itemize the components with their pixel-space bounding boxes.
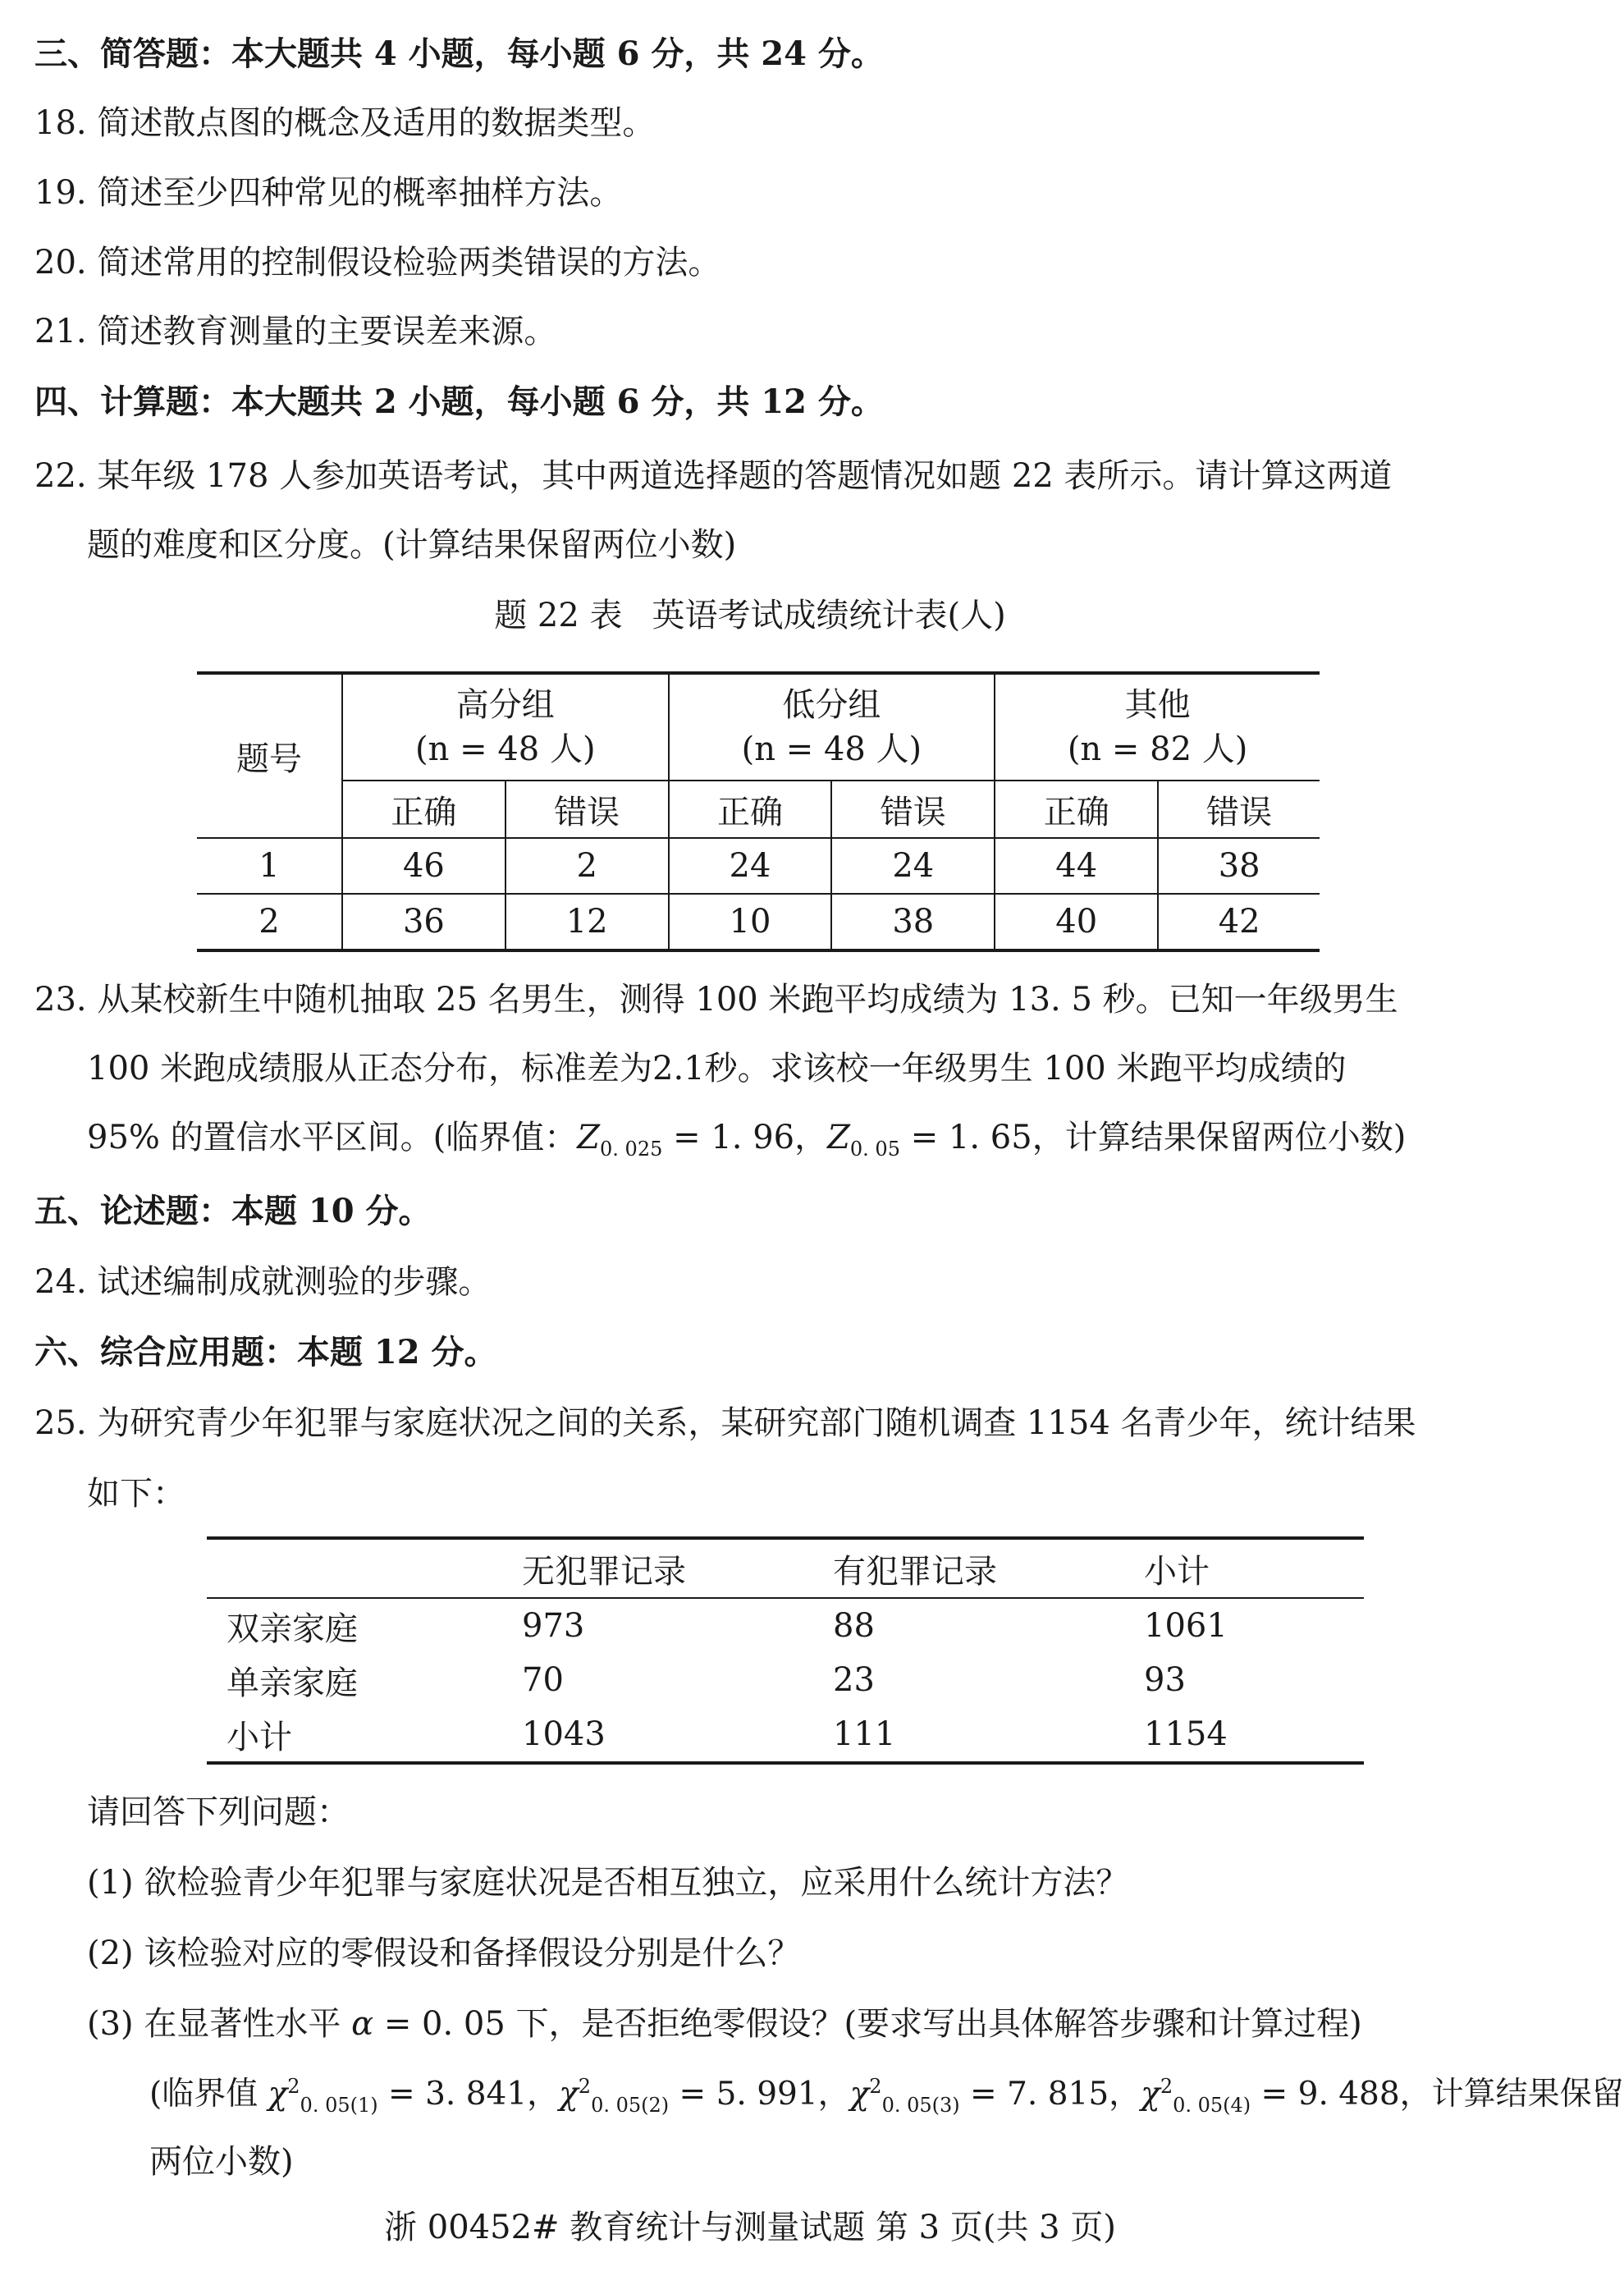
table-cell: 1043 — [502, 1707, 813, 1763]
table-22 — [197, 671, 1320, 952]
section5-heading: 五、论述题：本题 10 分。 — [34, 1192, 432, 1230]
question-25-sub1: (1) 欲检验青少年犯罪与家庭状况是否相互独立，应采用什么统计方法？ — [87, 1864, 1129, 1902]
question-25-critical-end: 两位小数) — [149, 2143, 294, 2181]
table-cell: 1154 — [1124, 1707, 1364, 1763]
table-cell: 单亲家庭 — [226, 1664, 358, 1702]
section4-heading: 四、计算题：本大题共 2 小题，每小题 6 分，共 12 分。 — [34, 382, 884, 421]
table-cell: 38 — [831, 894, 995, 950]
table-cell: 973 — [522, 1607, 585, 1645]
table-header-cell — [207, 1538, 502, 1598]
question-22-line1: 22. 某年级 178 人参加英语考试，其中两道选择题的答题情况如题 22 表所示。请计算这两道 — [34, 457, 1393, 495]
section6-heading: 六、综合应用题：本题 12 分。 — [34, 1333, 497, 1371]
table-cell: 88 — [833, 1607, 875, 1645]
table-cell: 93 — [1144, 1661, 1186, 1699]
table-25 — [207, 1536, 1364, 1765]
table-cell: 44 — [995, 838, 1158, 894]
question-25-sub3: (3) 在显著性水平 α = 0. 05 下，是否拒绝零假设？(要求写出具体解答步骤和计算过程) — [87, 2005, 1362, 2043]
table-cell: 70 — [522, 1661, 564, 1699]
table-header-cell: 小计 — [1124, 1538, 1364, 1598]
question-25-line2: 如下： — [87, 1475, 185, 1513]
question-18: 18. 简述散点图的概念及适用的数据类型。 — [34, 104, 656, 142]
question-22-line2: 题的难度和区分度。(计算结果保留两位小数) — [87, 526, 737, 564]
question-23-line2: 100 米跑成绩服从正态分布，标准差为2.1秒。求该校一年级男生 100 米跑平均成绩的 — [87, 1050, 1347, 1087]
question-25-line1: 25. 为研究青少年犯罪与家庭状况之间的关系，某研究部门随机调查 1154 名青少年，统计结果 — [34, 1404, 1416, 1442]
group-header-high: 高分组 (n = 48 人) — [342, 673, 669, 781]
question-24: 24. 试述编制成就测验的步骤。 — [34, 1263, 492, 1301]
subheader-correct: 正确 — [669, 781, 832, 838]
group-header-other: 其他 (n = 82 人) — [995, 673, 1320, 781]
table-row — [197, 838, 1320, 894]
table-cell: 12 — [505, 894, 669, 950]
table-cell: 24 — [831, 838, 995, 894]
subheader-wrong: 错误 — [1158, 781, 1320, 838]
table-cell: 1061 — [1144, 1607, 1228, 1645]
question-23-line3: 95% 的置信水平区间。(临界值：$Z_{0. 025} = 1$. 96，$Z_{0. 05} = 1$. 65，计算结果保留两位小数) — [87, 1119, 1407, 1161]
question-21: 21. 简述教育测量的主要误差来源。 — [34, 313, 557, 350]
subheader-correct: 正确 — [995, 781, 1158, 838]
table-cell: 24 — [669, 838, 832, 894]
question-20: 20. 简述常用的控制假设检验两类错误的方法。 — [34, 244, 721, 282]
page-footer: 浙 00452# 教育统计与测量试题 第 3 页(共 3 页) — [384, 2209, 1116, 2246]
row-id: 2 — [197, 894, 342, 950]
table-cell: 38 — [1158, 838, 1320, 894]
table-header-cell: 有犯罪记录 — [813, 1538, 1124, 1598]
table-cell: 111 — [813, 1707, 1124, 1763]
subheader-wrong: 错误 — [505, 781, 669, 838]
question-25-prompt: 请回答下列问题： — [87, 1793, 350, 1831]
table-header-row — [207, 1538, 1364, 1598]
table-cell: 46 — [342, 838, 505, 894]
subheader-wrong: 错误 — [831, 781, 995, 838]
table-cell: 42 — [1158, 894, 1320, 950]
group-header-low: 低分组 (n = 48 人) — [669, 673, 995, 781]
table-cell: 40 — [995, 894, 1158, 950]
table-cell: 36 — [342, 894, 505, 950]
question-25-critical-values: (临界值 $\chi^2_{0. 05(1)} = 3$. 841，$\chi^2_{0. 05(2)} = 5$. 991，$\chi^2_{0. 05(3)} = 7$. 815，$\chi^2_{0. 05(4)} = 9$. 488，计算结果保留 — [149, 2075, 1624, 2117]
subheader-correct: 正确 — [342, 781, 505, 838]
col-item-header: 题号 — [197, 673, 342, 838]
table-row — [207, 1707, 1364, 1763]
table-cell: 小计 — [207, 1707, 502, 1763]
table-cell: 10 — [669, 894, 832, 950]
table-header-cell: 无犯罪记录 — [502, 1538, 813, 1598]
section3-heading: 三、简答题：本大题共 4 小题，每小题 6 分，共 24 分。 — [34, 34, 884, 73]
table-row — [207, 1653, 1364, 1707]
table-cell: 2 — [505, 838, 669, 894]
question-23-line1: 23. 从某校新生中随机抽取 25 名男生，测得 100 米跑平均成绩为 13. 5 秒。已知一年级男生 — [34, 981, 1398, 1019]
table-row — [207, 1598, 1364, 1653]
table-row — [197, 894, 1320, 950]
table-22-caption: 题 22 表 英语考试成绩统计表(人) — [494, 597, 1006, 634]
question-19: 19. 简述至少四种常见的概率抽样方法。 — [34, 174, 623, 212]
row-id: 1 — [197, 838, 342, 894]
table-cell: 23 — [833, 1661, 875, 1699]
question-25-sub2: (2) 该检验对应的零假设和备择假设分别是什么？ — [87, 1934, 801, 1972]
table-cell: 双亲家庭 — [226, 1609, 358, 1648]
